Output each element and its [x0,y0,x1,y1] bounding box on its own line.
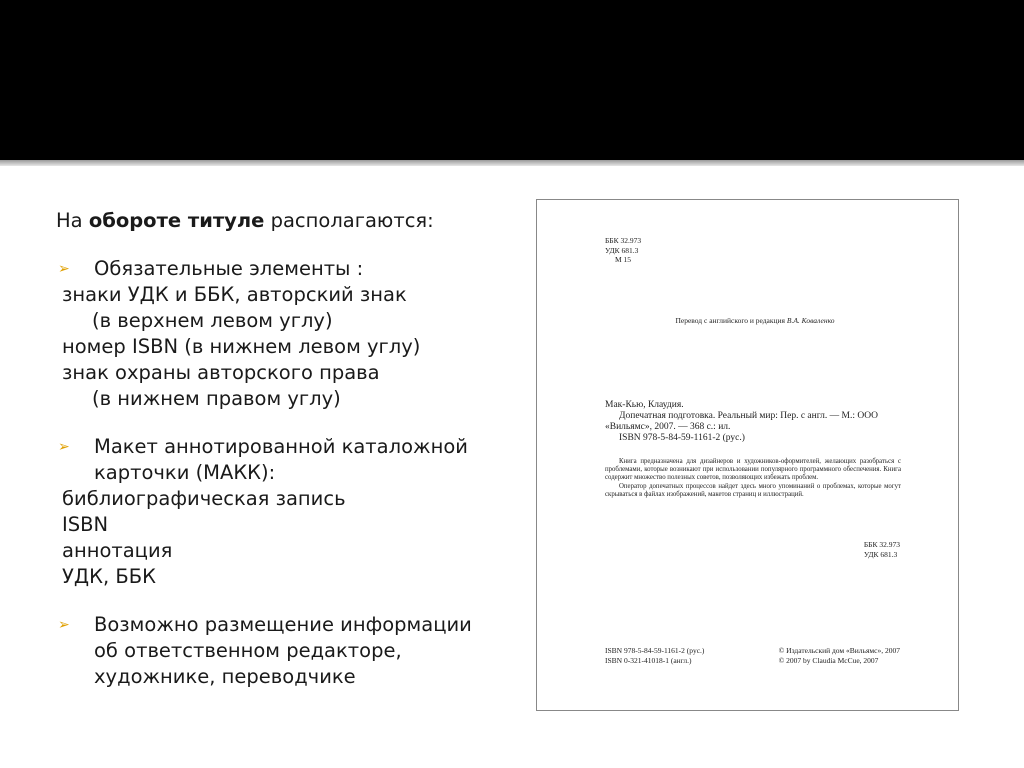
copyright-line: © Издательский дом «Вильямс», 2007 [778,646,900,655]
bullet-extra [56,612,506,690]
heading-bold: обороте титуле [88,209,265,232]
translation-prefix: Перевод с английского и редакция [675,316,787,325]
annotation-paragraph: Книга предназначена для дизайнеров и художников-оформителей, желающих разобраться с проблемами, которые возникают при использовании популярного программного обеспечения. Книга содержит множество полезных советов, позволяющих избежать проблем. [605,458,901,482]
bullet-line: знаки УДК и ББК, авторский знак [62,283,407,306]
isbn-bottom-left [605,646,704,666]
isbn-rus: ISBN 978-5-84-59-1161-2 (рус.) [605,646,705,655]
bullet-makk [56,434,506,590]
translation-editor: В.А. Коваленко [786,316,835,325]
copyright-line: © 2007 by Claudia McCue, 2007 [778,656,879,665]
isbn-eng: ISBN 0-321-41018-1 (англ.) [605,656,692,665]
bullet-line: знак охраны авторского права [62,361,380,384]
bbk-code: ББК 32.973 [863,540,900,549]
catalog-title: Допечатная подготовка. Реальный мир: Пер. с англ. — М.: ООО [619,411,878,421]
bullet-title: Возможно размещение информации [94,613,472,636]
bullet-title: художнике, переводчике [94,665,356,688]
bullet-title: Макет аннотированной каталожной [94,435,468,458]
catalog-author: Мак-Кью, Клаудия. [605,400,684,410]
header-divider [0,160,1024,166]
bullet-line: (в нижнем правом углу) [92,387,341,410]
classification-codes-top-left [605,236,641,265]
slide-text [56,208,506,712]
bibliographic-record [605,400,905,444]
catalog-isbn: ISBN 978-5-84-59-1161-2 (рус.) [619,433,745,443]
arrowhead-bullet-icon: ➢ [58,261,70,277]
bullet-line: ISBN [62,513,109,536]
annotation [605,458,901,499]
bbk-code: ББК 32.973 [605,236,642,245]
header-band [0,0,1024,160]
bullet-title: об ответственном редакторе, [94,639,402,662]
bullet-title: Обязательные элементы : [94,257,364,280]
bullet-line: номер ISBN (в нижнем левом углу) [62,335,421,358]
heading-suffix: располагаются: [264,209,434,232]
annotation-paragraph: Оператор допечатных процессов найдет здесь много упоминаний о проблемах, которые могут скрываться в файлах изображений, макетов страниц и иллюстраций. [605,482,901,498]
udk-code: УДК 681.3 [863,549,898,559]
arrowhead-bullet-icon: ➢ [58,617,70,633]
bullet-mandatory [56,256,506,412]
author-mark: М 15 [615,255,632,264]
udk-code: УДК 681.3 [605,245,639,255]
bullet-line: (в верхнем левом углу) [92,309,333,332]
heading-prefix: На [56,209,89,232]
bullet-title: карточки (МАКК): [94,461,276,484]
bullet-line: библиографическая запись [62,487,346,510]
copyright-bottom-right [779,646,900,666]
catalog-publisher: «Вильямс», 2007. — 368 с.: ил. [605,422,731,432]
translation-credit [605,316,905,325]
title-verso-page-image [536,199,959,711]
arrowhead-bullet-icon: ➢ [58,439,70,455]
bullet-line: аннотация [62,539,173,562]
classification-codes-right [864,540,900,559]
bullet-line: УДК, ББК [62,565,156,588]
slide-heading [56,208,506,234]
